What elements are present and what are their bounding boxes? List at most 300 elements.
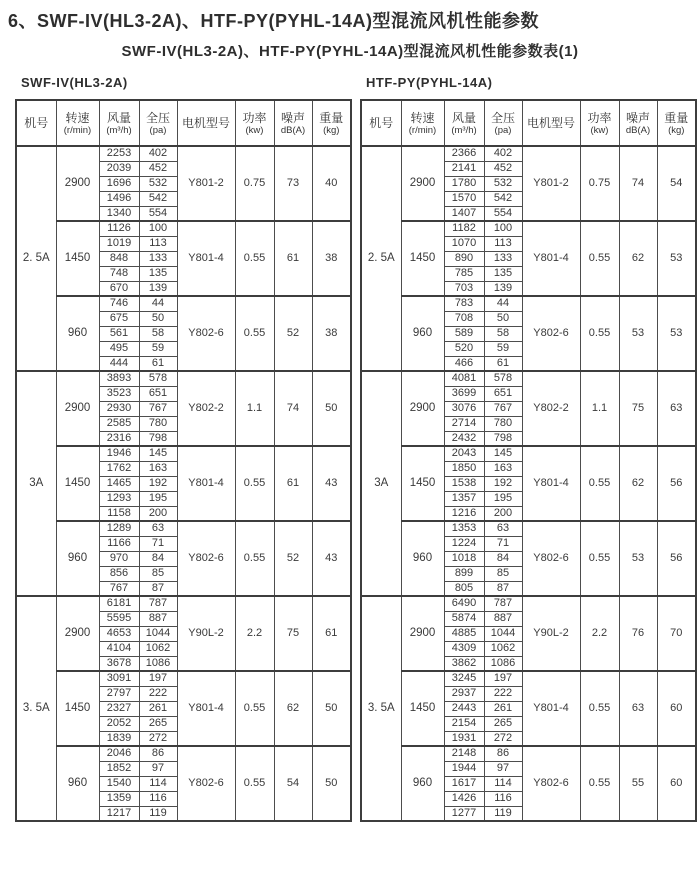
cell-airflow: 2043 [444,446,484,461]
cell-power: 0.75 [580,146,619,221]
cell-pressure: 222 [484,686,522,701]
cell-power: 1.1 [235,371,274,446]
cell-airflow: 3862 [444,656,484,671]
cell-pressure: 63 [484,521,522,536]
cell-pressure: 85 [484,566,522,581]
cell-pressure: 163 [139,461,177,476]
cell-pressure: 71 [139,536,177,551]
cell-pressure: 402 [139,146,177,161]
table-row [16,521,351,536]
cell-airflow: 2797 [99,686,139,701]
cell-pressure: 780 [139,416,177,431]
col-header-label: 转速 [65,110,90,125]
cell-pressure: 767 [484,401,522,416]
col-header-5 [235,100,274,146]
table-row [16,446,351,461]
cell-airflow: 589 [444,326,484,341]
col-header-unit: dB(A) [625,124,651,136]
cell-noise: 62 [619,221,657,296]
cell-airflow: 4885 [444,626,484,641]
cell-airflow: 3245 [444,671,484,686]
cell-airflow: 1158 [99,506,139,521]
cell-pressure: 145 [484,446,522,461]
cell-pressure: 532 [139,176,177,191]
cell-jihao: 2. 5A [361,146,401,371]
cell-speed: 960 [401,296,444,371]
cell-noise: 52 [274,296,312,371]
cell-motor-model: Y801-4 [522,446,580,521]
cell-power: 0.55 [580,746,619,821]
col-header-6 [619,100,657,146]
cell-motor-model: Y801-2 [177,146,235,221]
cell-weight: 53 [657,221,696,296]
cell-speed: 2900 [401,146,444,221]
col-header-1 [401,100,444,146]
cell-motor-model: Y801-4 [522,221,580,296]
cell-speed: 960 [56,521,99,596]
cell-pressure: 133 [139,251,177,266]
cell-speed: 1450 [401,221,444,296]
col-header-label: 功率 [587,110,612,125]
cell-pressure: 402 [484,146,522,161]
col-header-label: 功率 [242,110,267,125]
cell-speed: 2900 [56,371,99,446]
col-header-label: 风量 [451,110,476,125]
cell-pressure: 1044 [484,626,522,641]
cell-weight: 38 [312,296,351,371]
cell-airflow: 1946 [99,446,139,461]
cell-pressure: 114 [139,776,177,791]
cell-airflow: 805 [444,581,484,596]
cell-speed: 2900 [401,371,444,446]
table-row [361,521,696,536]
cell-airflow: 1839 [99,731,139,746]
col-header-label: 全压 [145,110,170,125]
cell-motor-model: Y802-6 [177,296,235,371]
col-header-unit: (pa) [149,124,167,136]
cell-airflow: 848 [99,251,139,266]
cell-airflow: 2930 [99,401,139,416]
cell-pressure: 50 [139,311,177,326]
col-header-2 [99,100,139,146]
cell-weight: 60 [657,746,696,821]
cell-pressure: 50 [484,311,522,326]
col-header-0 [16,100,56,146]
cell-speed: 1450 [56,446,99,521]
cell-pressure: 798 [139,431,177,446]
cell-airflow: 1407 [444,206,484,221]
cell-motor-model: Y802-6 [177,746,235,821]
cell-airflow: 1426 [444,791,484,806]
cell-power: 0.55 [235,446,274,521]
cell-power: 0.55 [580,221,619,296]
table-row [361,296,696,311]
cell-pressure: 651 [139,386,177,401]
col-header-label: 重量 [664,110,689,125]
col-header-3 [484,100,522,146]
cell-airflow: 1850 [444,461,484,476]
cell-pressure: 197 [139,671,177,686]
cell-pressure: 265 [139,716,177,731]
cell-noise: 63 [619,671,657,746]
cell-pressure: 84 [484,551,522,566]
page-subtitle: SWF-IV(HL3-2A)、HTF-PY(PYHL-14A)型混流风机性能参数表(1) [121,43,579,60]
cell-noise: 52 [274,521,312,596]
table-row [16,146,351,161]
cell-weight: 50 [312,671,351,746]
cell-airflow: 767 [99,581,139,596]
cell-weight: 56 [657,521,696,596]
cell-noise: 75 [274,596,312,671]
table-row [16,746,351,761]
cell-pressure: 61 [139,356,177,371]
cell-airflow: 4309 [444,641,484,656]
cell-pressure: 116 [139,791,177,806]
cell-power: 0.55 [580,521,619,596]
col-header-label: 噪声 [625,110,650,125]
table-row [16,371,351,386]
cell-power: 0.55 [580,446,619,521]
cell-airflow: 2046 [99,746,139,761]
col-header-label: 噪声 [280,110,305,125]
cell-pressure: 84 [139,551,177,566]
cell-power: 0.55 [235,671,274,746]
table-row [361,596,696,611]
cell-power: 0.55 [235,296,274,371]
cell-pressure: 261 [139,701,177,716]
cell-pressure: 100 [484,221,522,236]
table-row [361,146,696,161]
col-header-0 [361,100,401,146]
cell-noise: 61 [274,221,312,296]
cell-airflow: 1289 [99,521,139,536]
cell-pressure: 780 [484,416,522,431]
cell-pressure: 59 [139,341,177,356]
col-header-4 [177,100,235,146]
cell-weight: 70 [657,596,696,671]
cell-pressure: 554 [139,206,177,221]
cell-speed: 960 [56,296,99,371]
col-header-label: 重量 [319,110,344,125]
cell-airflow: 1570 [444,191,484,206]
table-row [361,221,696,236]
cell-power: 0.55 [580,296,619,371]
cell-pressure: 58 [139,326,177,341]
cell-airflow: 2432 [444,431,484,446]
table-label-swf: SWF-IV(HL3-2A) [21,75,128,90]
cell-pressure: 145 [139,446,177,461]
cell-airflow: 785 [444,266,484,281]
cell-pressure: 200 [484,506,522,521]
cell-pressure: 542 [139,191,177,206]
cell-pressure: 532 [484,176,522,191]
cell-airflow: 3076 [444,401,484,416]
cell-airflow: 1496 [99,191,139,206]
cell-jihao: 3. 5A [16,596,56,821]
cell-pressure: 200 [139,506,177,521]
cell-airflow: 748 [99,266,139,281]
cell-pressure: 222 [139,686,177,701]
cell-pressure: 163 [484,461,522,476]
cell-pressure: 787 [484,596,522,611]
cell-pressure: 887 [139,611,177,626]
cell-airflow: 970 [99,551,139,566]
col-header-4 [522,100,580,146]
cell-pressure: 195 [139,491,177,506]
cell-airflow: 3523 [99,386,139,401]
page-title: 6、SWF-IV(HL3-2A)、HTF-PY(PYHL-14A)型混流风机性能参数 [8,11,540,31]
cell-pressure: 554 [484,206,522,221]
cell-airflow: 466 [444,356,484,371]
cell-pressure: 578 [484,371,522,386]
cell-airflow: 1357 [444,491,484,506]
cell-pressure: 58 [484,326,522,341]
cell-airflow: 444 [99,356,139,371]
tables-container [0,75,700,822]
col-header-label: 机号 [369,116,394,130]
cell-motor-model: Y802-6 [522,746,580,821]
cell-weight: 61 [312,596,351,671]
cell-airflow: 6490 [444,596,484,611]
cell-pressure: 192 [484,476,522,491]
cell-pressure: 1062 [139,641,177,656]
cell-motor-model: Y90L-2 [177,596,235,671]
cell-weight: 38 [312,221,351,296]
cell-airflow: 1224 [444,536,484,551]
cell-airflow: 1696 [99,176,139,191]
cell-airflow: 3091 [99,671,139,686]
col-header-label: 转速 [410,110,435,125]
col-header-3 [139,100,177,146]
table-row [16,221,351,236]
cell-pressure: 113 [484,236,522,251]
cell-motor-model: Y802-2 [522,371,580,446]
cell-motor-model: Y801-4 [177,221,235,296]
cell-weight: 56 [657,446,696,521]
cell-pressure: 197 [484,671,522,686]
cell-pressure: 1086 [484,656,522,671]
cell-noise: 53 [619,296,657,371]
cell-speed: 960 [401,746,444,821]
cell-airflow: 1166 [99,536,139,551]
cell-airflow: 1465 [99,476,139,491]
cell-airflow: 856 [99,566,139,581]
col-header-unit: (pa) [494,124,512,136]
cell-airflow: 1852 [99,761,139,776]
cell-airflow: 2052 [99,716,139,731]
cell-noise: 73 [274,146,312,221]
cell-airflow: 3699 [444,386,484,401]
cell-airflow: 675 [99,311,139,326]
table-label-htf: HTF-PY(PYHL-14A) [366,75,493,90]
cell-airflow: 703 [444,281,484,296]
cell-motor-model: Y801-4 [177,446,235,521]
cell-airflow: 1353 [444,521,484,536]
cell-pressure: 787 [139,596,177,611]
col-header-unit: (kg) [668,124,685,136]
cell-airflow: 890 [444,251,484,266]
cell-airflow: 2039 [99,161,139,176]
col-header-unit: (kw) [590,124,609,136]
cell-pressure: 135 [484,266,522,281]
cell-airflow: 670 [99,281,139,296]
cell-pressure: 139 [484,281,522,296]
cell-noise: 76 [619,596,657,671]
cell-weight: 63 [657,371,696,446]
cell-power: 0.55 [235,521,274,596]
cell-pressure: 116 [484,791,522,806]
cell-power: 0.75 [235,146,274,221]
cell-airflow: 1018 [444,551,484,566]
cell-airflow: 1540 [99,776,139,791]
cell-pressure: 100 [139,221,177,236]
cell-airflow: 1944 [444,761,484,776]
cell-pressure: 87 [139,581,177,596]
cell-weight: 50 [312,746,351,821]
cell-power: 1.1 [580,371,619,446]
cell-jihao: 3A [361,371,401,596]
table-row [361,746,696,761]
table-row [16,671,351,686]
htf-performance-table [360,99,697,822]
col-header-1 [56,100,99,146]
cell-airflow: 495 [99,341,139,356]
cell-motor-model: Y801-4 [522,671,580,746]
cell-weight: 54 [657,146,696,221]
cell-pressure: 452 [139,161,177,176]
cell-airflow: 1070 [444,236,484,251]
cell-airflow: 5874 [444,611,484,626]
col-header-unit: (r/min) [63,124,92,136]
cell-motor-model: Y802-6 [177,521,235,596]
cell-airflow: 5595 [99,611,139,626]
cell-pressure: 1044 [139,626,177,641]
cell-airflow: 4653 [99,626,139,641]
cell-pressure: 195 [484,491,522,506]
cell-airflow: 708 [444,311,484,326]
cell-airflow: 4081 [444,371,484,386]
cell-pressure: 133 [484,251,522,266]
cell-jihao: 3. 5A [361,596,401,821]
cell-weight: 43 [312,521,351,596]
cell-airflow: 3893 [99,371,139,386]
col-header-label: 机号 [24,116,49,130]
cell-airflow: 1277 [444,806,484,821]
cell-power: 0.55 [235,746,274,821]
cell-pressure: 119 [139,806,177,821]
cell-noise: 75 [619,371,657,446]
col-header-6 [274,100,312,146]
cell-pressure: 97 [484,761,522,776]
cell-airflow: 1538 [444,476,484,491]
col-header-7 [657,100,696,146]
cell-airflow: 783 [444,296,484,311]
col-header-7 [312,100,351,146]
cell-speed: 1450 [56,671,99,746]
col-header-label: 全压 [490,110,515,125]
cell-noise: 62 [274,671,312,746]
cell-pressure: 542 [484,191,522,206]
cell-motor-model: Y802-6 [522,296,580,371]
cell-airflow: 1216 [444,506,484,521]
cell-airflow: 1931 [444,731,484,746]
cell-speed: 2900 [56,596,99,671]
swf-performance-table [15,99,352,822]
cell-pressure: 63 [139,521,177,536]
cell-noise: 55 [619,746,657,821]
col-header-unit: dB(A) [280,124,306,136]
cell-airflow: 1019 [99,236,139,251]
cell-pressure: 767 [139,401,177,416]
table-row [16,596,351,611]
cell-airflow: 4104 [99,641,139,656]
cell-airflow: 2714 [444,416,484,431]
col-header-label: 电机型号 [526,116,575,130]
cell-pressure: 272 [139,731,177,746]
cell-pressure: 71 [484,536,522,551]
cell-noise: 74 [274,371,312,446]
cell-airflow: 2937 [444,686,484,701]
cell-pressure: 651 [484,386,522,401]
table-block-htf [360,75,695,822]
cell-pressure: 44 [139,296,177,311]
cell-airflow: 1780 [444,176,484,191]
cell-power: 2.2 [580,596,619,671]
cell-airflow: 746 [99,296,139,311]
cell-motor-model: Y90L-2 [522,596,580,671]
table-block-swf [15,75,350,822]
col-header-label: 电机型号 [181,116,230,130]
cell-pressure: 85 [139,566,177,581]
cell-airflow: 2316 [99,431,139,446]
cell-pressure: 119 [484,806,522,821]
cell-pressure: 86 [139,746,177,761]
cell-noise: 74 [619,146,657,221]
cell-airflow: 2141 [444,161,484,176]
header-row [16,100,351,146]
cell-jihao: 3A [16,371,56,596]
table-row [16,296,351,311]
cell-airflow: 2327 [99,701,139,716]
cell-weight: 40 [312,146,351,221]
cell-airflow: 2366 [444,146,484,161]
col-header-unit: (m³/h) [106,124,132,136]
cell-airflow: 1182 [444,221,484,236]
cell-airflow: 2154 [444,716,484,731]
cell-airflow: 1126 [99,221,139,236]
cell-motor-model: Y802-6 [522,521,580,596]
cell-airflow: 6181 [99,596,139,611]
cell-weight: 50 [312,371,351,446]
col-header-unit: (kw) [245,124,264,136]
cell-pressure: 452 [484,161,522,176]
cell-noise: 53 [619,521,657,596]
cell-airflow: 2148 [444,746,484,761]
cell-pressure: 139 [139,281,177,296]
cell-pressure: 887 [484,611,522,626]
col-header-unit: (kg) [323,124,340,136]
cell-airflow: 1762 [99,461,139,476]
cell-power: 0.55 [580,671,619,746]
cell-pressure: 261 [484,701,522,716]
cell-jihao: 2. 5A [16,146,56,371]
cell-pressure: 61 [484,356,522,371]
cell-weight: 60 [657,671,696,746]
cell-power: 2.2 [235,596,274,671]
cell-airflow: 561 [99,326,139,341]
cell-airflow: 3678 [99,656,139,671]
cell-airflow: 1359 [99,791,139,806]
